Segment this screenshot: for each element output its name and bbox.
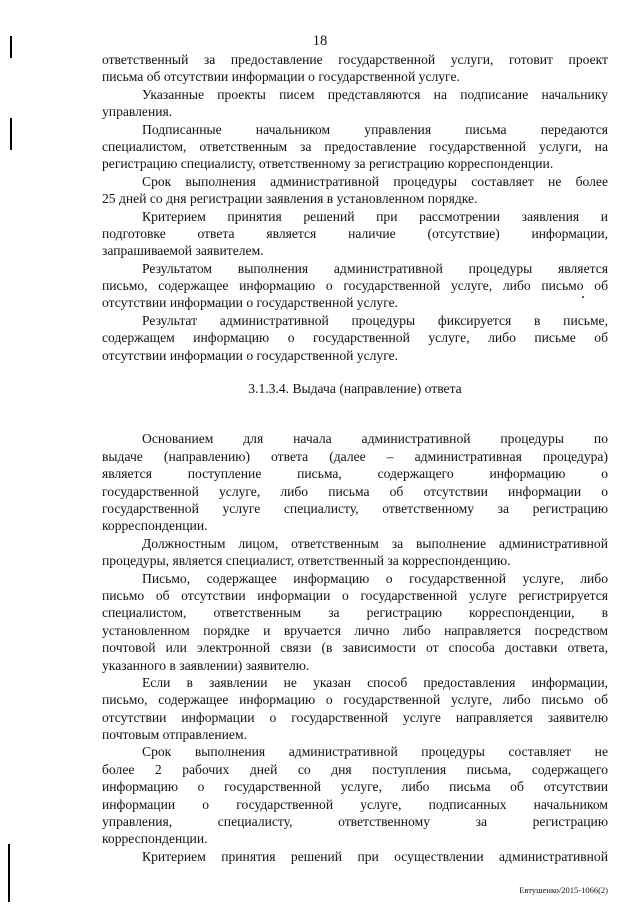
text-line: специалистом, ответственным за регистрацию корреспонденции, в — [102, 605, 608, 621]
paragraph — [102, 430, 608, 534]
text-line: подготовке ответа является наличие (отсутствие) информации, — [102, 225, 608, 241]
text-line: отсутствии информации о государственной услуге направляется заявителю — [102, 709, 608, 725]
paragraph — [102, 208, 608, 260]
paragraph — [102, 312, 608, 364]
text-line: корреспонденции. — [102, 518, 208, 534]
text-line: отсутствии информации о государственной услуге. — [102, 295, 399, 311]
text-line: Результатом выполнения административной процедуры является — [142, 260, 608, 276]
text-line: запрашиваемой заявителем. — [102, 243, 264, 259]
paragraph — [102, 743, 608, 847]
text-line: письмо об отсутствии информации о государственной услуге регистрируется — [102, 587, 608, 603]
paragraph — [102, 51, 608, 86]
text-line: более 2 рабочих дней со дня поступления письма, содержащего — [102, 761, 608, 777]
text-line: Подписанные начальником управления письма передаются — [142, 121, 608, 137]
paragraphs-before-heading — [102, 51, 608, 364]
text-line: Критерием принятия решений при осуществлении административной — [142, 848, 608, 864]
text-line: выдаче (направлению) ответа (далее – административная процедура) — [102, 448, 608, 464]
text-line: корреспонденции. — [102, 831, 208, 847]
text-line: специалистом, ответственным за предоставление государственной услуги, на — [102, 138, 608, 154]
text-line: почтовой или электронной связи (в зависимости от способа доставки ответа, — [102, 640, 608, 656]
text-line: Результат административной процедуры фиксируется в письме, — [142, 312, 608, 328]
text-line: регистрацию специалисту, ответственному за регистрацию корреспонденции. — [102, 156, 554, 172]
paragraph — [102, 86, 608, 121]
text-line: ответственный за предоставление государственной услуги, готовит проект — [102, 52, 608, 67]
text-line: установленном порядке и вручается лично либо направляется посредством — [102, 622, 608, 638]
text-line: Письмо, содержащее информацию о государственной услуге, либо — [142, 570, 608, 586]
document-body — [102, 51, 608, 865]
text-line: письмо, содержащее информацию о государственной услуге, либо письмо об — [102, 692, 608, 708]
text-line: информацию о государственной услуге, либо письма об отсутствии — [102, 779, 608, 795]
text-line: указанного в заявлении) заявителю. — [102, 657, 310, 673]
paragraph — [102, 121, 608, 173]
text-line: отсутствии информации о государственной услуге. — [102, 347, 399, 363]
page-number: 18 — [312, 33, 328, 49]
scan-edge-mark — [8, 844, 10, 902]
text-line: 25 дней со дня регистрации заявления в установленном порядке. — [102, 191, 478, 207]
text-line: управления, специалисту, ответственному за регистрацию — [102, 814, 608, 830]
text-line: является поступление письма, содержащего информацию о — [102, 466, 608, 482]
paragraph — [102, 674, 608, 744]
text-line: Критерием принятия решений при рассмотрении заявления и — [142, 208, 608, 224]
section-heading: 3.1.3.4. Выдача (направление) ответа — [248, 381, 462, 397]
text-line: Основанием для начала административной процедуры по — [142, 431, 608, 447]
text-line: государственной услуге, либо письма об отсутствии информации о — [102, 483, 608, 499]
text-line: содержащем информацию о государственной услуге, либо письме об — [102, 330, 608, 346]
text-line: Срок выполнения административной процедуры составляет не более — [142, 173, 608, 189]
paragraphs-after-heading — [102, 430, 608, 865]
text-line: государственной услуге специалисту, ответственному за регистрацию — [102, 500, 608, 516]
text-line: Срок выполнения административной процедуры составляет не — [142, 744, 608, 760]
text-line: почтовым отправлением. — [102, 727, 247, 743]
text-line: процедуры, является специалист, ответственный за корреспонденцию. — [102, 553, 511, 569]
text-line: информации о государственной услуге, подписанных начальником — [102, 796, 608, 812]
scan-edge-mark — [10, 118, 12, 150]
text-line: письма об отсутствии информации о государственной услуге. — [102, 69, 460, 85]
paragraph — [102, 173, 608, 208]
document-reference-code: Евтушенко/2015-1066(2) — [519, 885, 608, 895]
text-line: Если в заявлении не указан способ предоставления информации, — [142, 674, 608, 690]
paragraph — [102, 848, 608, 865]
text-line: Должностным лицом, ответственным за выполнение административной — [142, 535, 608, 551]
paragraph — [102, 570, 608, 674]
text-line: письмо, содержащее информацию о государственной услуге, либо письмо об — [102, 278, 608, 294]
text-line: Указанные проекты писем представляются на подписание начальнику — [142, 86, 608, 102]
paragraph — [102, 260, 608, 312]
text-line: управления. — [102, 104, 173, 120]
paragraph — [102, 535, 608, 570]
